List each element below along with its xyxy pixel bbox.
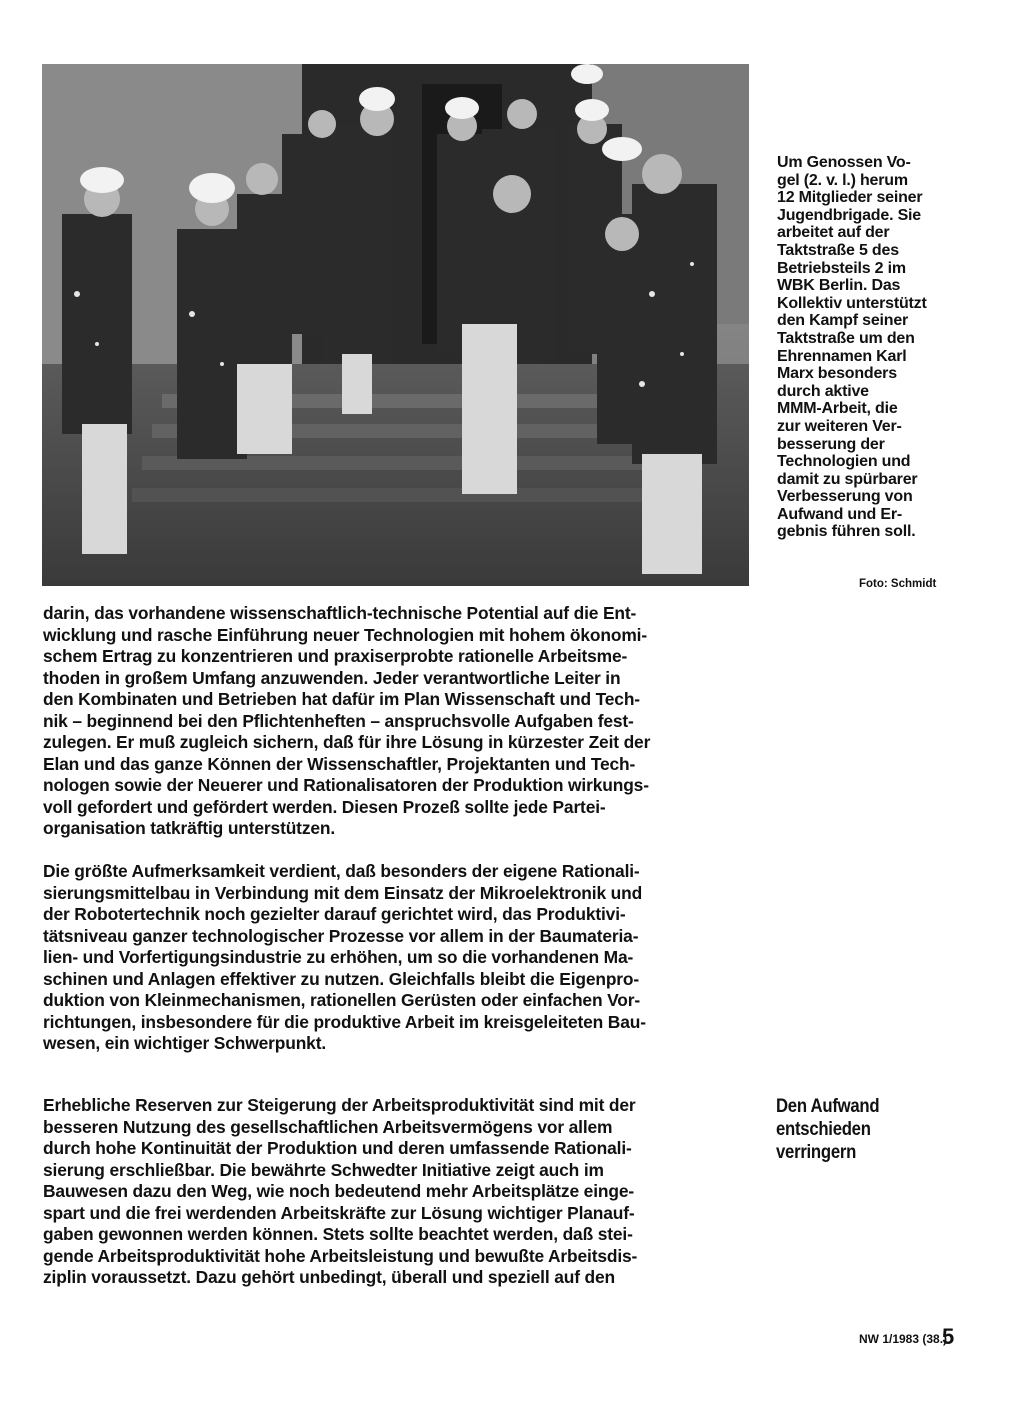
caption-line: Verbesserung von — [777, 488, 913, 506]
text-line: Elan und das ganze Können der Wissenschaftler, Projektanten und Tech- — [43, 753, 636, 774]
text-line: gaben gewonnen werden können. Stets sollte beachtet werden, daß stei- — [43, 1224, 633, 1244]
text-line: nik – beginnend bei den Pflichtenheften – anspruchsvolle Aufgaben fest- — [43, 710, 634, 731]
caption-line: gel (2. v. l.) herum — [777, 171, 908, 189]
text-line: durch hohe Kontinuität der Produktion und deren umfassende Rationali- — [43, 1138, 632, 1158]
caption-line: Taktstraße um den — [777, 329, 915, 347]
body-paragraph-2 — [43, 861, 763, 1055]
text-line: sierungsmittelbau in Verbindung mit dem Einsatz der Mikroelektronik und — [43, 882, 643, 903]
caption-line: damit zu spürbarer — [777, 470, 918, 488]
heading-line: entschieden — [776, 1119, 871, 1140]
caption-line: arbeitet auf der — [777, 224, 890, 242]
text-line: thoden in großem Umfang anzuwenden. Jeder verantwortliche Leiter in — [43, 667, 621, 688]
caption-line: WBK Berlin. Das — [777, 277, 901, 295]
text-line: organisation tatkräftig unterstützen. — [43, 818, 336, 838]
text-line: Bauwesen dazu den Weg, wie noch bedeutend mehr Arbeitsplätze einge- — [43, 1181, 634, 1201]
text-line: tätsniveau ganzer technologischer Prozesse vor allem in der Baumateria- — [43, 925, 639, 946]
caption-line: MMM-Arbeit, die — [777, 400, 898, 418]
text-line: lien- und Vorfertigungsindustrie zu erhöhen, um so die vorhandenen Ma- — [43, 947, 634, 967]
caption-line: den Kampf seiner — [777, 312, 909, 330]
text-line: der Robotertechnik noch gezielter darauf gerichtet wird, das Produktivi- — [43, 904, 626, 924]
text-line: schinen und Anlagen effektiver zu nutzen. Gleichfalls bleibt die Eigenpro- — [43, 968, 640, 989]
caption-line: Kollektiv unterstützt — [777, 294, 927, 312]
caption-line: Aufwand und Er- — [777, 505, 902, 523]
caption-line: Taktstraße 5 des — [777, 241, 899, 259]
body-paragraph-1 — [43, 603, 763, 840]
text-line: ziplin voraussetzt. Dazu gehört unbedingt, überall und speziell auf den — [43, 1267, 615, 1287]
brigade-photo — [42, 64, 749, 586]
text-line: den Kombinaten und Betrieben hat dafür im Plan Wissenschaft und Tech- — [43, 689, 640, 709]
text-line: gende Arbeitsproduktivität hohe Arbeitsleistung und bewußte Arbeitsdis- — [43, 1245, 638, 1266]
text-line: besseren Nutzung des gesellschaftlichen Arbeitsvermögens vor allem — [43, 1116, 613, 1137]
text-line: wicklung und rasche Einführung neuer Technologien mit hohem ökonomi- — [43, 624, 647, 645]
caption-line: gebnis führen soll. — [777, 523, 916, 541]
section-heading — [776, 1095, 970, 1164]
text-line: sierung erschließbar. Die bewährte Schwedter Initiative zeigt auch im — [43, 1159, 604, 1180]
caption-line: durch aktive — [777, 382, 869, 400]
photo-credit: Foto: Schmidt — [859, 578, 937, 590]
photo-caption — [777, 154, 977, 541]
text-line: Die größte Aufmerksamkeit verdient, daß besonders der eigene Rationali- — [43, 861, 640, 881]
brigade-photo-graphic — [42, 64, 749, 586]
text-line: duktion von Kleinmechanismen, rationellen Gerüsten oder einfachen Vor- — [43, 990, 641, 1010]
caption-line: Ehrennamen Karl — [777, 347, 907, 365]
text-line: spart und die frei werdenden Arbeitskräfte zur Lösung wichtiger Planauf- — [43, 1202, 635, 1223]
caption-line: Um Genossen Vo- — [777, 154, 911, 171]
caption-line: Betriebsteils 2 im — [777, 259, 906, 277]
page-number: 5 — [942, 1324, 955, 1349]
text-line: richtungen, insbesondere für die produktive Arbeit im kreisgeleiteten Bau- — [43, 1011, 646, 1032]
text-line: schem Ertrag zu konzentrieren und praxiserprobte rationelle Arbeitsme- — [43, 646, 628, 666]
caption-line: Jugendbrigade. Sie — [777, 206, 921, 224]
issue-reference: NW 1/1983 (38.) — [859, 1332, 948, 1346]
text-line: nologen sowie der Neuerer und Rationalisatoren der Produktion wirkungs- — [43, 775, 649, 795]
body-paragraph-3 — [43, 1095, 763, 1289]
caption-line: Marx besonders — [777, 365, 897, 383]
text-line: zulegen. Er muß zugleich sichern, daß für ihre Lösung in kürzester Zeit der — [43, 732, 651, 752]
caption-line: Technologien und — [777, 453, 911, 471]
text-line: Erhebliche Reserven zur Steigerung der Arbeitsproduktivität sind mit der — [43, 1095, 636, 1115]
caption-line: zur weiteren Ver- — [777, 417, 902, 435]
text-line: darin, das vorhandene wissenschaftlich-technische Potential auf die Ent- — [43, 603, 637, 623]
caption-line: besserung der — [777, 435, 885, 453]
heading-line: Den Aufwand — [776, 1096, 880, 1117]
text-line: voll gefordert und gefördert werden. Diesen Prozeß sollte jede Partei- — [43, 796, 606, 817]
heading-line: verringern — [776, 1142, 857, 1163]
caption-line: 12 Mitglieder seiner — [777, 189, 923, 207]
text-line: wesen, ein wichtiger Schwerpunkt. — [43, 1033, 327, 1053]
